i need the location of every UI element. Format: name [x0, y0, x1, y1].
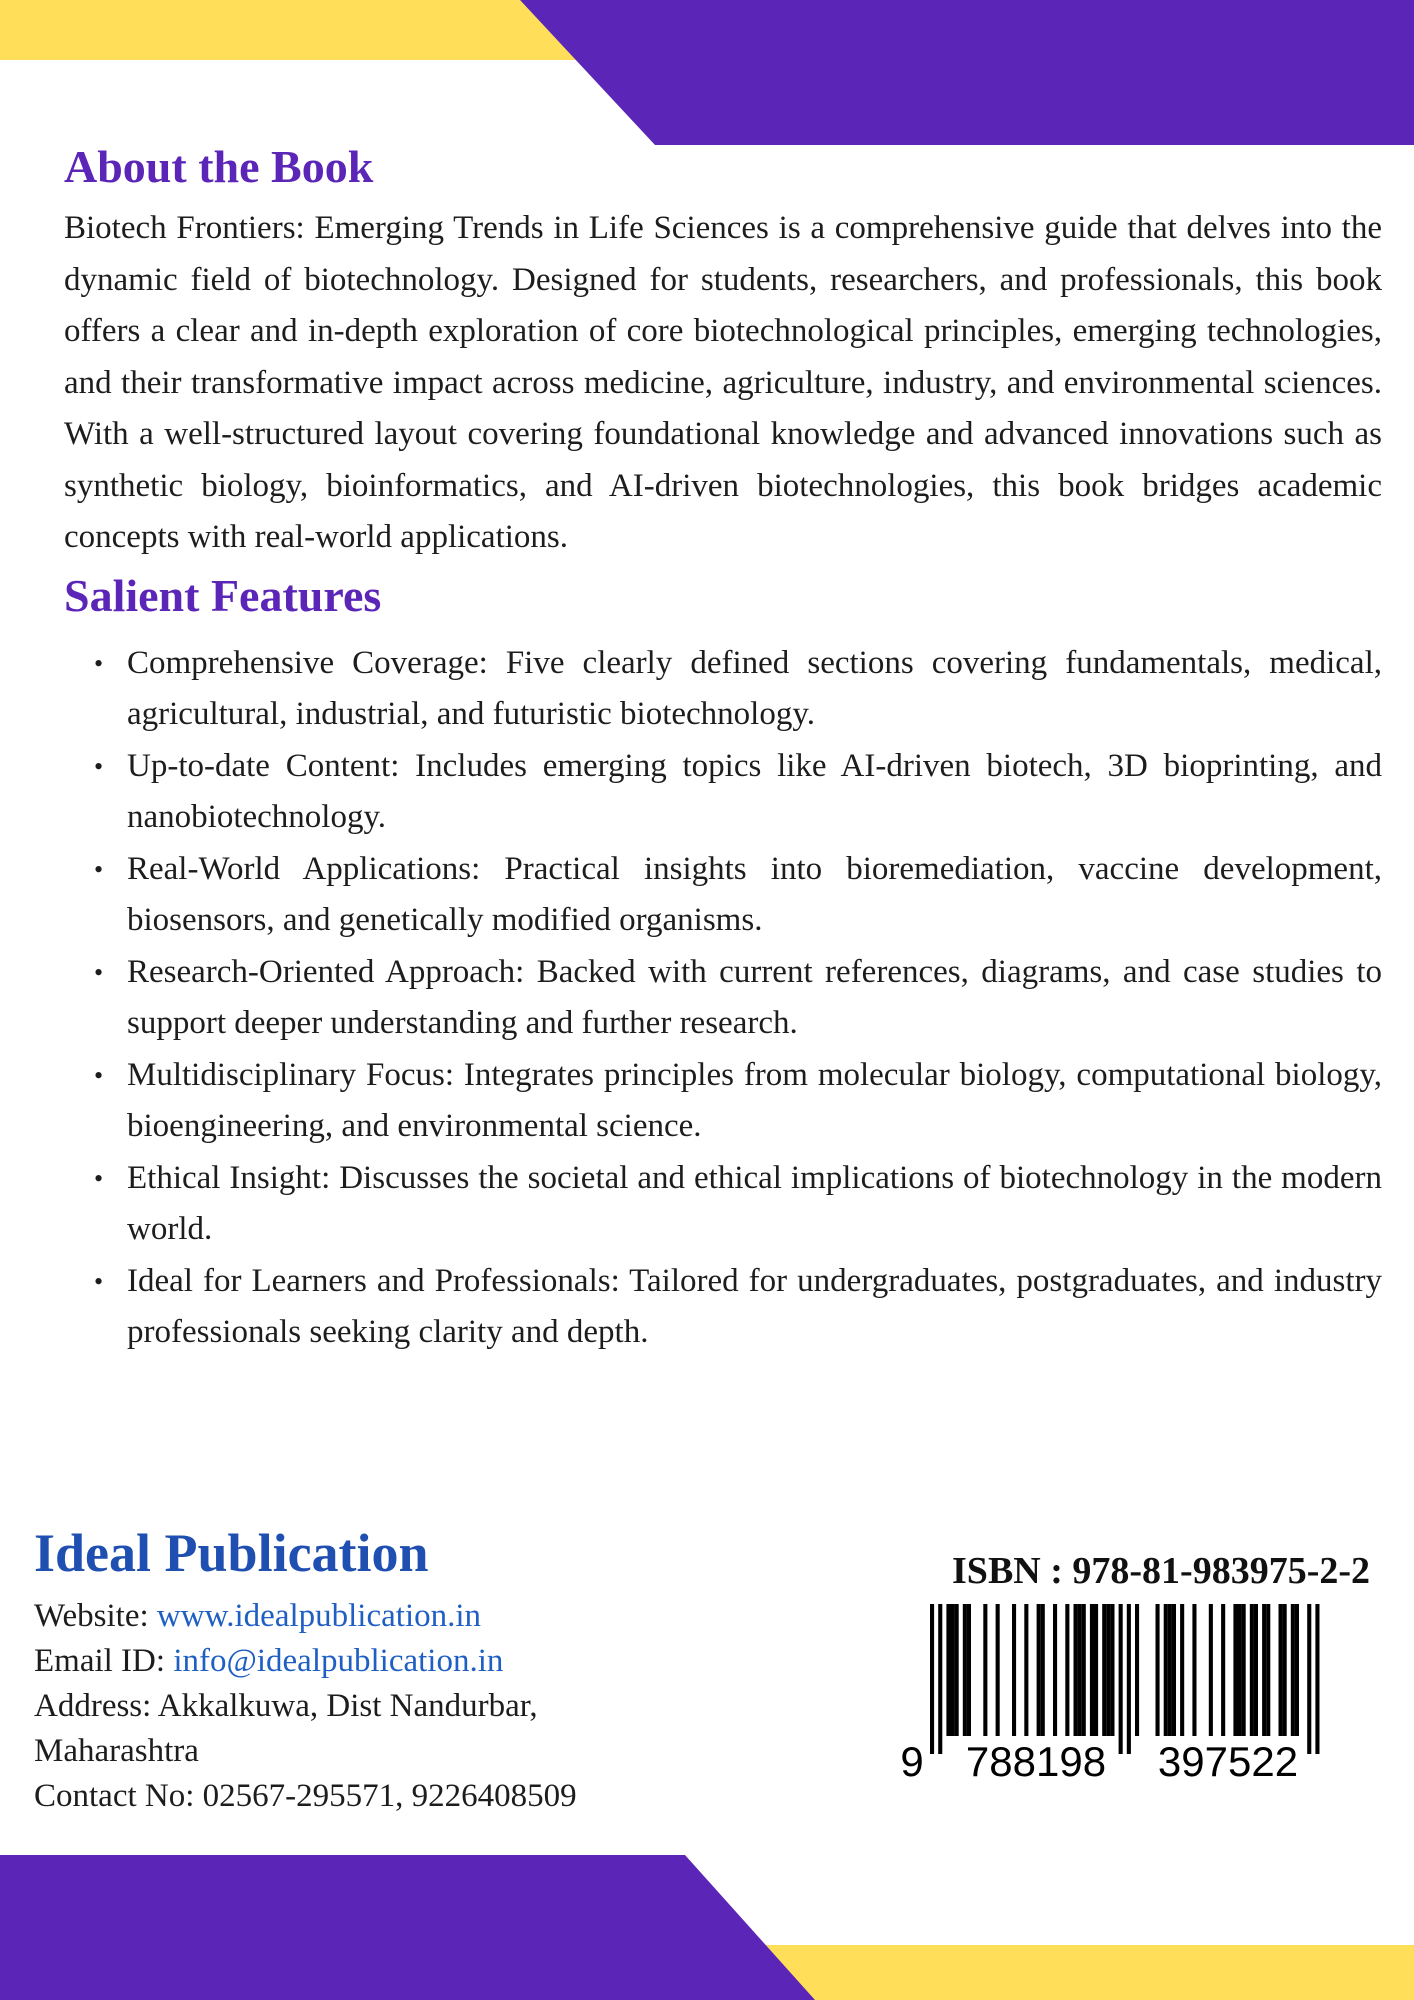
top-yellow-shape: [0, 0, 590, 60]
feature-item: [64, 844, 1382, 947]
barcode-guard-bar: [1127, 1604, 1131, 1754]
isbn-block: [880, 1548, 1400, 1789]
features-list: [64, 638, 1382, 1359]
barcode-bar: [1254, 1604, 1258, 1736]
barcode-bar: [1172, 1604, 1176, 1736]
feature-text: Ethical Insight: Discusses the societal and ethical implications of biotechnology in the modern world.: [127, 1159, 1382, 1247]
feature-text: Real-World Applications: Practical insights into bioremediation, vaccine development, biosensors, and genetically modified organisms.: [127, 850, 1382, 938]
feature-item: [64, 947, 1382, 1050]
feature-item: [64, 741, 1382, 844]
email-line: [34, 1639, 754, 1684]
barcode-bar: [983, 1604, 987, 1736]
feature-item: [64, 1050, 1382, 1153]
barcode-bar: [1012, 1604, 1016, 1736]
website-link[interactable]: www.idealpublication.in: [156, 1598, 482, 1634]
about-heading: About the Book: [64, 141, 374, 192]
barcode-guard-bar: [1315, 1604, 1319, 1754]
barcode-bars: [930, 1604, 1320, 1754]
feature-item: [64, 1256, 1382, 1359]
barcode-bar: [1192, 1604, 1196, 1736]
contact-line: Contact No: 02567-295571, 9226408509: [34, 1778, 577, 1814]
barcode-bar: [1279, 1604, 1283, 1736]
website-label: Website:: [34, 1598, 157, 1634]
feature-item: [64, 638, 1382, 741]
barcode: [898, 1604, 1338, 1784]
top-decorative-band: [0, 0, 1414, 145]
barcode-bar: [1041, 1604, 1045, 1736]
main-content: [64, 135, 1382, 1359]
bullet-icon: •: [94, 648, 104, 678]
barcode-guard-bar: [1307, 1604, 1311, 1754]
barcode-bar: [1266, 1604, 1270, 1736]
barcode-bar: [1024, 1604, 1028, 1736]
bullet-icon: •: [94, 1060, 104, 1090]
barcode-bar: [967, 1604, 971, 1736]
barcode-guard-bar: [938, 1604, 942, 1754]
barcode-bar: [1090, 1604, 1094, 1736]
barcode-bar: [1102, 1604, 1106, 1736]
barcode-bar: [1135, 1604, 1139, 1736]
address-line-1: Address: Akkalkuwa, Dist Nandurbar,: [34, 1688, 538, 1724]
barcode-bar: [1250, 1604, 1254, 1736]
barcode-bar: [1242, 1604, 1246, 1736]
barcode-digits-left: 788198: [965, 1738, 1107, 1784]
barcode-bar: [996, 1604, 1000, 1736]
barcode-bar: [1110, 1604, 1114, 1736]
barcode-bar: [1233, 1604, 1237, 1736]
barcode-bar: [1156, 1604, 1160, 1736]
barcode-bar: [1053, 1604, 1057, 1736]
isbn-label: ISBN : 978-81-983975-2-2: [952, 1550, 1370, 1592]
barcode-bar: [1221, 1604, 1225, 1736]
barcode-bar: [1164, 1604, 1168, 1736]
email-link[interactable]: info@idealpublication.in: [173, 1643, 504, 1679]
barcode-guard-bar: [1119, 1604, 1123, 1754]
barcode-bar: [955, 1604, 959, 1736]
barcode-bar: [1283, 1604, 1287, 1736]
barcode-bar: [963, 1604, 967, 1736]
barcode-digit-first: 9: [900, 1738, 924, 1784]
email-label: Email ID:: [34, 1643, 174, 1679]
address-line-2: Maharashtra: [34, 1733, 199, 1769]
feature-item: [64, 1153, 1382, 1256]
barcode-bar: [1065, 1604, 1069, 1736]
feature-text: Comprehensive Coverage: Five clearly defined sections covering fundamentals, medical, agricultural, industrial, and futuristic biotechnology.: [127, 644, 1382, 732]
bottom-decorative-band: [0, 1855, 1414, 2000]
barcode-bar: [1168, 1604, 1172, 1736]
bullet-icon: •: [94, 1266, 104, 1296]
bottom-purple-shape: [0, 1855, 815, 2000]
feature-text: Research-Oriented Approach: Backed with current references, diagrams, and case studies to support deeper understanding and further research.: [127, 953, 1382, 1041]
barcode-bar: [1238, 1604, 1242, 1736]
barcode-bar: [1291, 1604, 1295, 1736]
barcode-bar: [1209, 1604, 1213, 1736]
barcode-bar: [1082, 1604, 1086, 1736]
bullet-icon: •: [94, 854, 104, 884]
barcode-bar: [1180, 1604, 1184, 1736]
feature-text: Multidisciplinary Focus: Integrates principles from molecular biology, computational biology, bioengineering, and environmental science.: [127, 1056, 1382, 1144]
bullet-icon: •: [94, 1163, 104, 1193]
bottom-yellow-shape: [760, 1945, 1414, 2000]
barcode-bar: [1037, 1604, 1041, 1736]
feature-text: Up-to-date Content: Includes emerging topics like AI-driven biotech, 3D bioprinting, and nanobiotechnology.: [127, 747, 1382, 835]
website-line: [34, 1594, 754, 1639]
top-purple-shape: [520, 0, 1414, 145]
bullet-icon: •: [94, 751, 104, 781]
publisher-name: Ideal Publication: [34, 1523, 429, 1583]
publisher-info: [34, 1520, 754, 1819]
barcode-digits-right: 397522: [1157, 1738, 1299, 1784]
barcode-bar: [1295, 1604, 1299, 1736]
bullet-icon: •: [94, 957, 104, 987]
barcode-bar: [946, 1604, 950, 1736]
barcode-bar: [1094, 1604, 1098, 1736]
barcode-bar: [951, 1604, 955, 1736]
barcode-bar: [1262, 1604, 1266, 1736]
about-paragraph: Biotech Frontiers: Emerging Trends in Life Sciences is a comprehensive guide that delves into the dynamic field of biotechnology. Designed for students, researchers, and professionals, this book offers a clear and in-depth exploration of core biotechnological principles, emerging technologies, and their transformative impact across medicine, agriculture, industry, and environmental sciences. With a well-structured layout covering foundational knowledge and advanced innovations such as synthetic biology, bioinformatics, and AI-driven biotechnologies, this book bridges academic concepts with real-world applications.: [64, 210, 1382, 555]
features-heading: Salient Features: [64, 569, 382, 621]
barcode-bar: [1106, 1604, 1110, 1736]
barcode-bar: [1074, 1604, 1078, 1736]
barcode-bar: [1078, 1604, 1082, 1736]
feature-text: Ideal for Learners and Professionals: Tailored for undergraduates, postgraduates, and industry professionals seeking clarity and depth.: [127, 1262, 1382, 1350]
barcode-guard-bar: [930, 1604, 934, 1754]
